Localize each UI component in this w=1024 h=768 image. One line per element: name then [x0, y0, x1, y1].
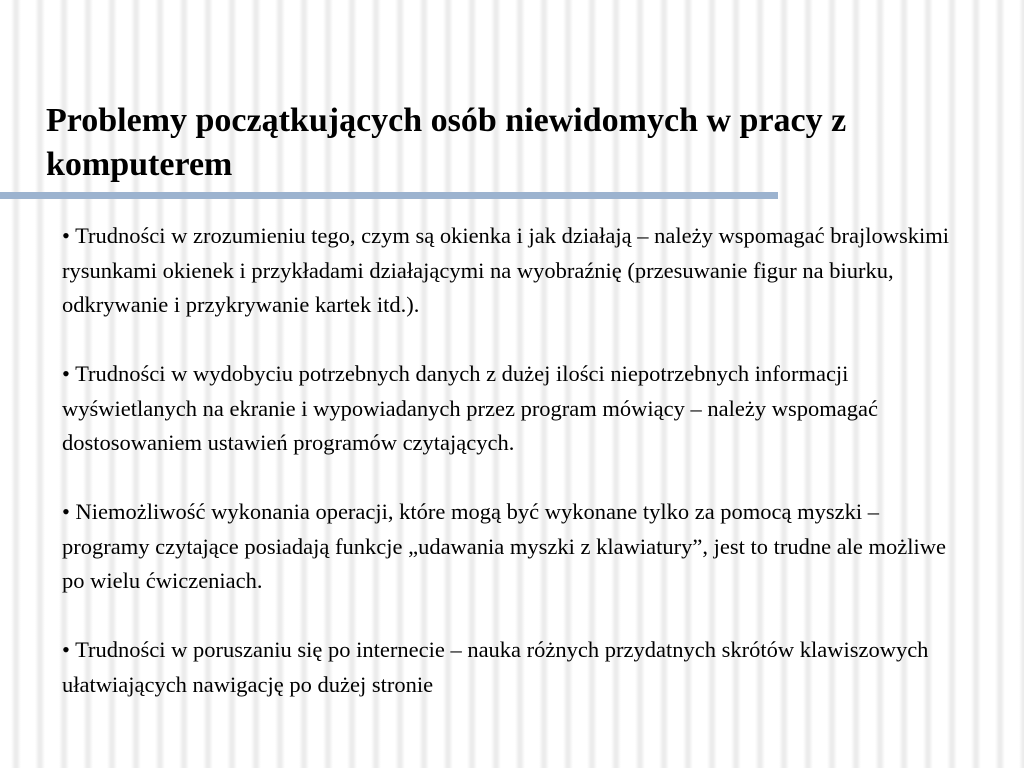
bullet-item: • Niemożliwość wykonania operacji, które mogą być wykonane tylko za pomocą myszki – programy czytające posiadają funkcje „udawania myszki z klawiatury”, jest to trudne ale możliwe po wielu ćwiczeniach.	[62, 499, 947, 593]
slide-body	[62, 219, 962, 702]
bullet-item: • Trudności w zrozumieniu tego, czym są okienka i jak działają – należy wspomagać brajlowskimi rysunkami okienek i przykładami działającymi na wyobraźnię (przesuwanie figur na biurku, odkrywanie i przykrywanie kartek itd.).	[62, 223, 950, 317]
slide-title: Problemy początkujących osób niewidomych w pracy z komputerem	[46, 102, 847, 183]
bullet-item: • Trudności w wydobyciu potrzebnych danych z dużej ilości niepotrzebnych informacji wyświetlanych na ekranie i wypowiadanych przez program mówiący – należy wspomagać dostosowaniem ustawień programów czytających.	[62, 361, 878, 455]
bullet-item: • Trudności w poruszaniu się po internecie – nauka różnych przydatnych skrótów klawiszowych ułatwiających nawigację po dużej stronie	[62, 637, 929, 697]
title-underline-rule	[0, 192, 778, 199]
